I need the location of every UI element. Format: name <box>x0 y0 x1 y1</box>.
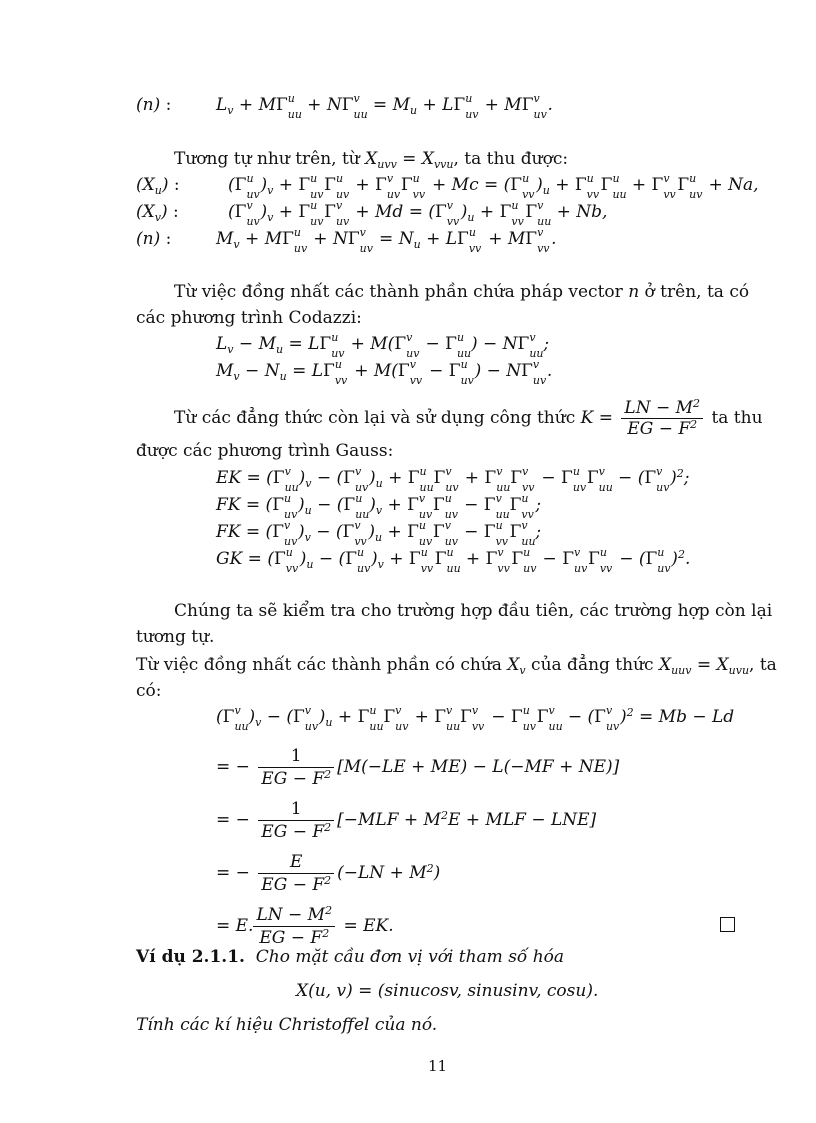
eq-n1: $L_v + M\Gamma$ u uu + NΓ v uu = $M_u + L\Gamma$ u uv + MΓ v uv . <box>216 92 553 121</box>
example-parametrization: X(u, v) = (sinucosv, sinusinv, cosu). <box>296 981 599 1001</box>
paragraph-check-2: tương tự. <box>136 627 215 647</box>
paragraph-xv-intro-2: có: <box>136 681 162 701</box>
example-heading: Ví dụ 2.1.1. Cho mặt cầu đơn vị với tham số hóa <box>136 947 565 967</box>
page-number: 11 <box>428 1057 448 1075</box>
eq-gauss-FK1: FK = (Γ u uv )$_u - (\Gamma$ u uu )$_v + \Gamma$ v uv Γ u uv − Γ v uu Γ u vv ; <box>216 492 542 521</box>
qed-square-icon <box>720 917 735 932</box>
example-task: Tính các kí hiệu Christoffel của nó. <box>136 1015 438 1035</box>
derivation-line-3: = − $\frac{1}{EG - F^2}$ [$-MLF + M^2E$ + MLF − LNE] <box>216 799 597 842</box>
eq-gauss-EK: EK = (Γ v uu )$_v - (\Gamma$ v uv )$_u + \Gamma$ u uu Γ v uv + Γ v uu Γ v vv − Γ u uv Γ v uu − (Γ v uv )$^2$; <box>216 465 690 494</box>
eq-codazzi-1: $L_v - M_u = L\Gamma$ u uv + M(Γ v uv − Γ u uu ) − NΓ v uu ; <box>216 331 550 360</box>
paragraph-gauss-2: được các phương trình Gauss: <box>136 441 394 461</box>
eq-label-n1: (n) : <box>136 95 172 115</box>
derivation-line-5: = E. $\frac{LN - M^2}{EG - F^2}$ = EK. <box>216 904 394 948</box>
paragraph-codazzi-1: Từ việc đồng nhất các thành phần chứa pháp vector n ở trên, ta có <box>174 282 750 302</box>
paragraph-codazzi-2: các phương trình Codazzi: <box>136 308 362 328</box>
derivation-line-2: = − $\frac{1}{EG - F^2}$ [M(−LE + ME) − L(−MF + NE)] <box>216 746 620 789</box>
paragraph-check-1: Chúng ta sẽ kiểm tra cho trường hợp đầu tiên, các trường hợp còn lại <box>174 601 773 621</box>
paragraph-xv-intro-1: Từ việc đồng nhất các thành phần có chứa $X_v$ của đẳng thức $X_{uuv} = X_{uvu}$, ta <box>136 655 777 677</box>
eq-xu: (Γ u uv )$_v + \Gamma$ u uv Γ u uv + Γ v uv Γ u vv + Mc = (Γ u vv )$_u + \Gamma$ u vv Γ u uu + Γ v vv Γ u uv + Na, <box>228 172 759 201</box>
derivation-line-4: = − $\frac{E}{EG - F^2}$ $(-LN + M^2)$ <box>216 852 441 895</box>
eq-codazzi-2: $M_v - N_u = L\Gamma$ u vv + M(Γ v vv − Γ u uv ) − NΓ v uv . <box>216 358 553 387</box>
eq-label-n2: (n) : <box>136 229 172 249</box>
paragraph-intro2: Tương tự như trên, từ $X_{uvv} = X_{vvu}$, ta thu được: <box>174 149 569 171</box>
eq-xv: (Γ v uv )$_v + \Gamma$ u uv Γ v uv + Md = (Γ v vv )$_u + \Gamma$ u vv Γ v uu + Nb, <box>228 199 608 228</box>
eq-label-xv: $(X_v)$ : <box>136 202 179 224</box>
paragraph-gauss-1: Từ các đẳng thức còn lại và sử dụng công thức K = $\frac{LN - M^2}{EG - F^2}$ ta thu <box>174 397 763 439</box>
derivation-line-1: (Γ v uu )$_v - (\Gamma$ v uv )$_u + \Gamma$ u uu Γ v uv + Γ v uu Γ v vv − Γ u uv Γ v uu − (Γ v uv )$^2$ = Mb − Ld <box>216 704 735 733</box>
eq-gauss-GK: GK = (Γ u vv )$_u - (\Gamma$ u uv )$_v + \Gamma$ u vv Γ u uu + Γ v vv Γ u uv − Γ v uv Γ u vv − (Γ u uv )$^2$. <box>216 546 691 575</box>
eq-n2: $M_v + M\Gamma$ u uv + NΓ v uv = $N_u + L\Gamma$ u vv + MΓ v vv . <box>216 226 557 255</box>
fraction-K: $\frac{LN - M^2}{EG - F^2}$ <box>621 398 703 439</box>
eq-gauss-FK2: FK = (Γ v uv )$_v - (\Gamma$ v vv )$_u + \Gamma$ u uv Γ v uv − Γ u vv Γ v uu ; <box>216 519 542 548</box>
eq-label-xu: $(X_u)$ : <box>136 175 180 197</box>
